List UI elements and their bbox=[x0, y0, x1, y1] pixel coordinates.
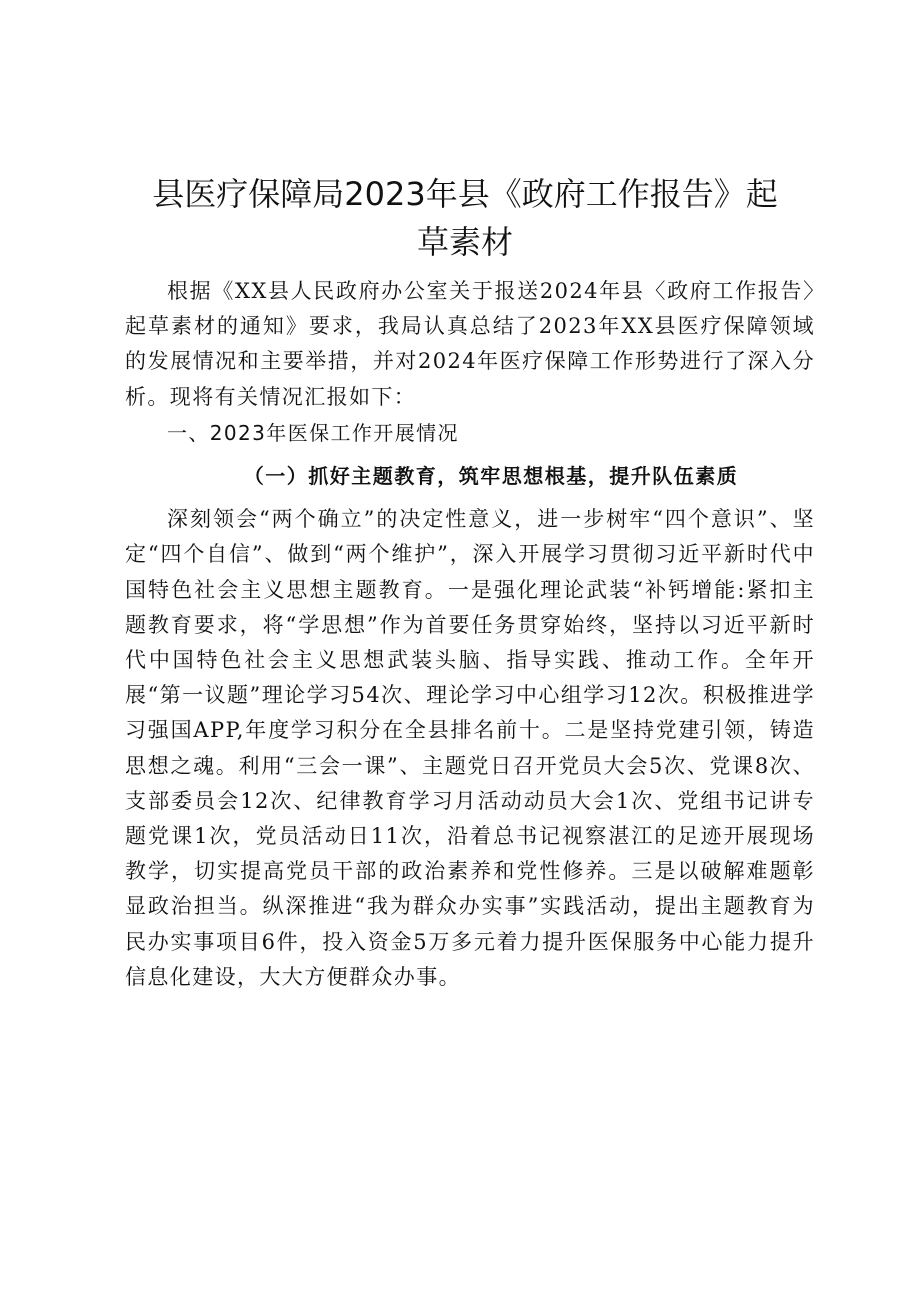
title-line-2: 草素材 bbox=[416, 223, 513, 261]
document-body bbox=[125, 274, 815, 995]
body-paragraph: 深刻领会“两个确立”的决定性意义，进一步树牢“四个意识”、坚定“四个自信”、做到“两个维护”，深入开展学习贯彻习近平新时代中国特色社会主义思想主题教育。一是强化理论武装“补钙增能:紧扣主题教育要求，将“学思想”作为首要任务贯穿始终，坚持以习近平新时代中国特色社会主义思想武装头脑、指导实践、推动工作。全年开展“第一议题”理论学习54次、理论学习中心组学习12次。积极推进学习强国APP,年度学习积分在全县排名前十。二是坚持党建引领，铸造思想之魂。利用“三会一课”、主题党日召开党员大会5次、党课8次、支部委员会12次、纪律教育学习月活动动员大会1次、党组书记讲专题党课1次，党员活动日11次，沿着总书记视察湛江的足迹开展现场教学，切实提高党员干部的政治素养和党性修养。三是以破解难题彰显政治担当。纵深推进“我为群众办实事”实践活动，提出主题教育为民办实事项目6件，投入资金5万多元着力提升医保服务中心能力提升信息化建设，大大方便群众办事。 bbox=[125, 507, 815, 989]
section-heading: 一、2023年医保工作开展情况 bbox=[167, 420, 459, 445]
intro-paragraph: 根据《XX县人民政府办公室关于报送2024年县〈政府工作报告〉起草素材的通知》要求，我局认真总结了2023年XX县医疗保障领域的发展情况和主要举措，并对2024年医疗保障工作形势进行了深入分析。现将有关情况汇报如下： bbox=[125, 279, 815, 409]
subsection-heading: （一）抓好主题教育，筑牢思想根基，提升队伍素质 bbox=[243, 464, 739, 489]
document-title bbox=[120, 170, 810, 266]
title-line-1: 县医疗保障局2023年县《政府工作报告》起 bbox=[152, 175, 778, 213]
